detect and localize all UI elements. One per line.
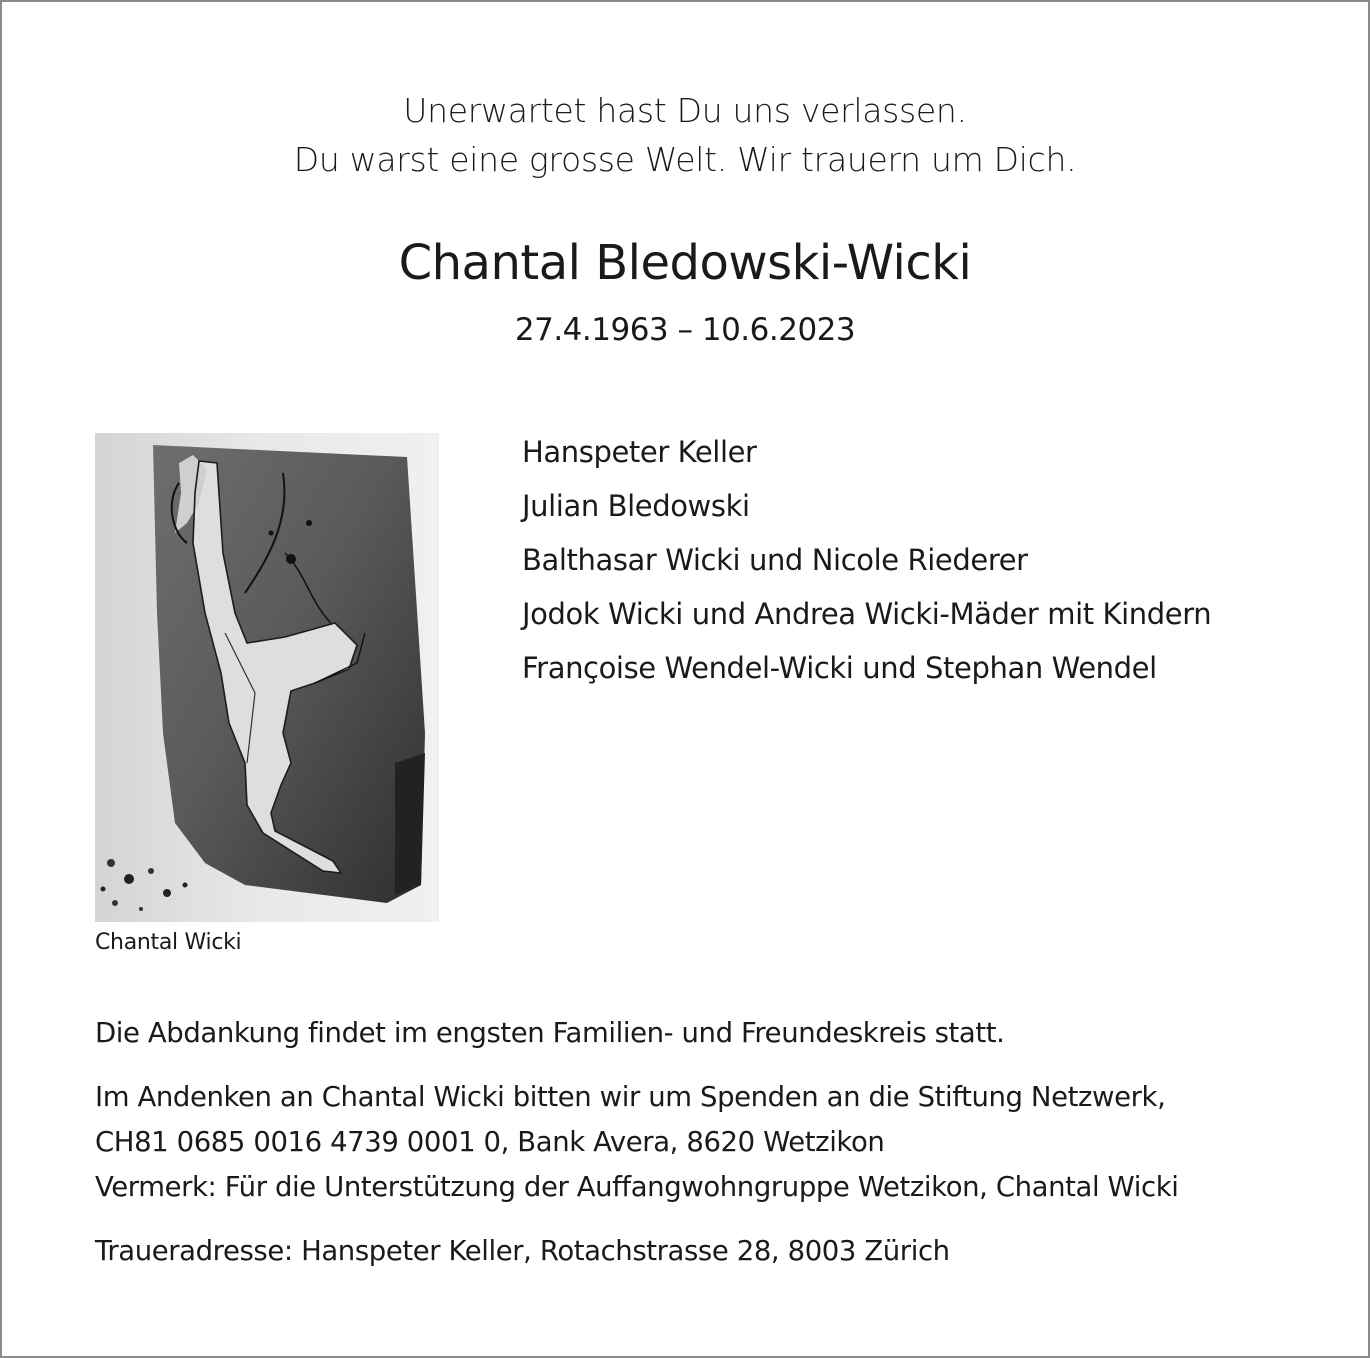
donation-line-2: CH81 0685 0016 4739 0001 0, Bank Avera, 8620 Wetzikon: [95, 1126, 885, 1158]
mourners-list: [522, 425, 1211, 695]
motto: [0, 86, 1370, 184]
donation-notice: [95, 1075, 1178, 1210]
mourner-3: Balthasar Wicki und Nicole Riederer: [522, 543, 1028, 577]
life-dates: 27.4.1963 – 10.6.2023: [514, 312, 856, 348]
mourning-address: Traueradresse: Hanspeter Keller, Rotachstrasse 28, 8003 Zürich: [95, 1235, 950, 1267]
deceased-name: Chantal Bledowski-Wicki: [398, 235, 972, 291]
dancer-ink-drawing-icon: [95, 433, 439, 922]
ceremony-notice: Die Abdankung findet im engsten Familien- und Freundeskreis statt.: [95, 1017, 1005, 1049]
artwork-image: [95, 433, 439, 922]
donation-line-3: Vermerk: Für die Unterstützung der Auffangwohngruppe Wetzikon, Chantal Wicki: [95, 1171, 1179, 1203]
motto-line-1: Unerwartet hast Du uns verlassen.: [403, 91, 967, 130]
mourner-2: Julian Bledowski: [522, 489, 750, 523]
mourner-5: Françoise Wendel-Wicki und Stephan Wendel: [522, 651, 1157, 685]
mourner-1: Hanspeter Keller: [522, 435, 757, 469]
mourner-4: Jodok Wicki und Andrea Wicki-Mäder mit Kindern: [522, 597, 1212, 631]
donation-line-1: Im Andenken an Chantal Wicki bitten wir um Spenden an die Stiftung Netzwerk,: [95, 1081, 1166, 1113]
artwork-caption: Chantal Wicki: [95, 930, 242, 955]
motto-line-2: Du warst eine grosse Welt. Wir trauern um Dich.: [293, 140, 1077, 179]
